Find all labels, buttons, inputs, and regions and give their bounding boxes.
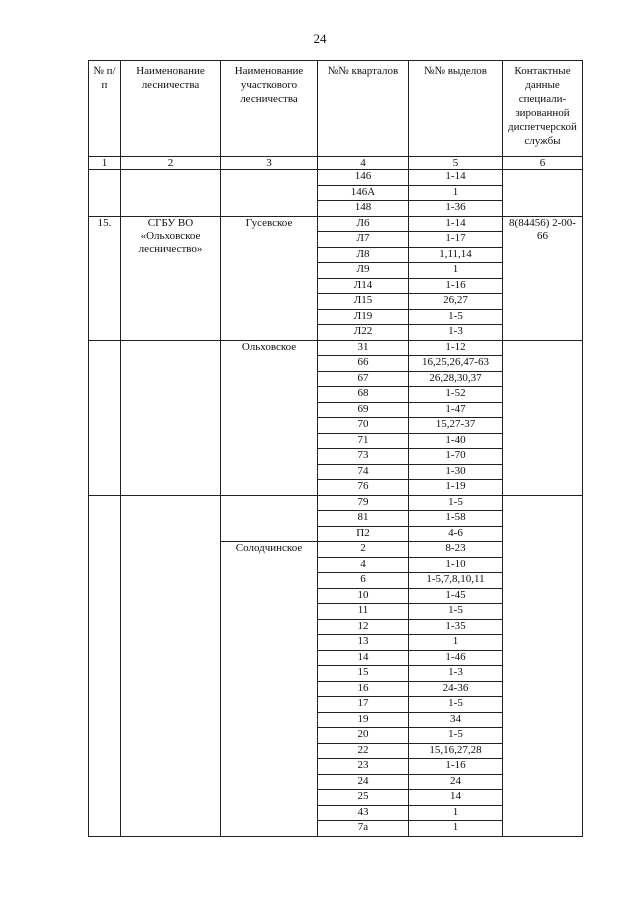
quarter-cell: 12	[318, 619, 409, 635]
quarter-cell: Л14	[318, 278, 409, 294]
column-number: 3	[221, 157, 318, 170]
quarter-cell: 71	[318, 433, 409, 449]
plot-cell: 1-16	[409, 759, 503, 775]
quarter-cell: 148	[318, 201, 409, 217]
header-cell: № п/п	[89, 61, 121, 157]
forestry-name-cell	[121, 340, 221, 495]
plot-cell: 1-5	[409, 728, 503, 744]
quarter-cell: 6	[318, 573, 409, 589]
plot-cell: 1-40	[409, 433, 503, 449]
plot-cell: 1-70	[409, 449, 503, 465]
table-row	[89, 495, 583, 511]
district-cell	[221, 170, 318, 217]
quarter-cell: 23	[318, 759, 409, 775]
plot-cell: 8-23	[409, 542, 503, 558]
entry-number-cell	[89, 495, 121, 836]
quarter-cell: 66	[318, 356, 409, 372]
quarter-cell: 14	[318, 650, 409, 666]
entry-number-cell	[89, 340, 121, 495]
quarter-cell: Л6	[318, 216, 409, 232]
quarter-cell: 17	[318, 697, 409, 713]
quarter-cell: 10	[318, 588, 409, 604]
quarter-cell: 7а	[318, 821, 409, 837]
plot-cell: 1-17	[409, 232, 503, 248]
plot-cell: 26,28,30,37	[409, 371, 503, 387]
column-number-row	[89, 157, 583, 170]
entry-number-cell: 15.	[89, 216, 121, 340]
table-row	[89, 216, 583, 232]
quarter-cell: 74	[318, 464, 409, 480]
plot-cell: 1-10	[409, 557, 503, 573]
forestry-name-cell: СГБУ ВО «Ольховское лесничество»	[121, 216, 221, 340]
column-number: 6	[503, 157, 583, 170]
quarter-cell: Л15	[318, 294, 409, 310]
plot-cell: 1-30	[409, 464, 503, 480]
plot-cell: 16,25,26,47-63	[409, 356, 503, 372]
plot-cell: 1-45	[409, 588, 503, 604]
header-cell: Контактные данные специали-зированной диспетчерской службы	[503, 61, 583, 157]
plot-cell: 1-36	[409, 201, 503, 217]
quarter-cell: 25	[318, 790, 409, 806]
plot-cell: 1-5	[409, 309, 503, 325]
plot-cell: 1-5	[409, 495, 503, 511]
forestry-table	[88, 60, 583, 837]
quarter-cell: 15	[318, 666, 409, 682]
header-cell: Наименование участкового лесничества	[221, 61, 318, 157]
plot-cell: 26,27	[409, 294, 503, 310]
district-cell: Гусевское	[221, 216, 318, 340]
contact-cell: 8(84456) 2-00-66	[503, 216, 583, 340]
plot-cell: 4-6	[409, 526, 503, 542]
plot-cell: 1	[409, 821, 503, 837]
column-number: 5	[409, 157, 503, 170]
quarter-cell: 11	[318, 604, 409, 620]
table-row	[89, 340, 583, 356]
quarter-cell: 43	[318, 805, 409, 821]
plot-cell: 1-5	[409, 604, 503, 620]
plot-cell: 1-5,7,8,10,11	[409, 573, 503, 589]
quarter-cell: Л19	[318, 309, 409, 325]
quarter-cell: 73	[318, 449, 409, 465]
forestry-name-cell	[121, 495, 221, 836]
column-number: 1	[89, 157, 121, 170]
quarter-cell: 19	[318, 712, 409, 728]
header-row	[89, 61, 583, 157]
quarter-cell: Л7	[318, 232, 409, 248]
header-cell: Наименование лесничества	[121, 61, 221, 157]
quarter-cell: 81	[318, 511, 409, 527]
quarter-cell: 4	[318, 557, 409, 573]
plot-cell: 24	[409, 774, 503, 790]
plot-cell: 1-14	[409, 170, 503, 186]
contact-cell	[503, 340, 583, 495]
quarter-cell: 76	[318, 480, 409, 496]
quarter-cell: 79	[318, 495, 409, 511]
quarter-cell: 70	[318, 418, 409, 434]
district-cell	[221, 495, 318, 542]
plot-cell: 1-5	[409, 697, 503, 713]
plot-cell: 1-3	[409, 325, 503, 341]
quarter-cell: 146	[318, 170, 409, 186]
district-cell: Ольховское	[221, 340, 318, 495]
contact-cell	[503, 170, 583, 217]
plot-cell: 1	[409, 263, 503, 279]
quarter-cell: П2	[318, 526, 409, 542]
quarter-cell: 31	[318, 340, 409, 356]
plot-cell: 1	[409, 185, 503, 201]
plot-cell: 1,11,14	[409, 247, 503, 263]
quarter-cell: Л9	[318, 263, 409, 279]
quarter-cell: 146А	[318, 185, 409, 201]
plot-cell: 1-3	[409, 666, 503, 682]
plot-cell: 1-35	[409, 619, 503, 635]
quarter-cell: 24	[318, 774, 409, 790]
quarter-cell: 16	[318, 681, 409, 697]
plot-cell: 1	[409, 635, 503, 651]
contact-cell	[503, 495, 583, 836]
plot-cell: 15,27-37	[409, 418, 503, 434]
plot-cell: 1	[409, 805, 503, 821]
plot-cell: 1-52	[409, 387, 503, 403]
header-cell: №№ выделов	[409, 61, 503, 157]
quarter-cell: 13	[318, 635, 409, 651]
quarter-cell: Л22	[318, 325, 409, 341]
quarter-cell: 20	[318, 728, 409, 744]
header-cell: №№ кварталов	[318, 61, 409, 157]
entry-number-cell	[89, 170, 121, 217]
quarter-cell: 2	[318, 542, 409, 558]
plot-cell: 15,16,27,28	[409, 743, 503, 759]
quarter-cell: 67	[318, 371, 409, 387]
quarter-cell: 69	[318, 402, 409, 418]
plot-cell: 1-19	[409, 480, 503, 496]
quarter-cell: 68	[318, 387, 409, 403]
quarter-cell: 22	[318, 743, 409, 759]
plot-cell: 1-16	[409, 278, 503, 294]
district-cell: Солодчинское	[221, 542, 318, 837]
column-number: 2	[121, 157, 221, 170]
plot-cell: 1-14	[409, 216, 503, 232]
quarter-cell: Л8	[318, 247, 409, 263]
column-number: 4	[318, 157, 409, 170]
plot-cell: 1-47	[409, 402, 503, 418]
plot-cell: 34	[409, 712, 503, 728]
table-body	[89, 170, 583, 837]
table-row	[89, 170, 583, 186]
forestry-name-cell	[121, 170, 221, 217]
plot-cell: 24-36	[409, 681, 503, 697]
plot-cell: 1-58	[409, 511, 503, 527]
plot-cell: 1-46	[409, 650, 503, 666]
plot-cell: 14	[409, 790, 503, 806]
plot-cell: 1-12	[409, 340, 503, 356]
page-number: 24	[313, 31, 327, 46]
